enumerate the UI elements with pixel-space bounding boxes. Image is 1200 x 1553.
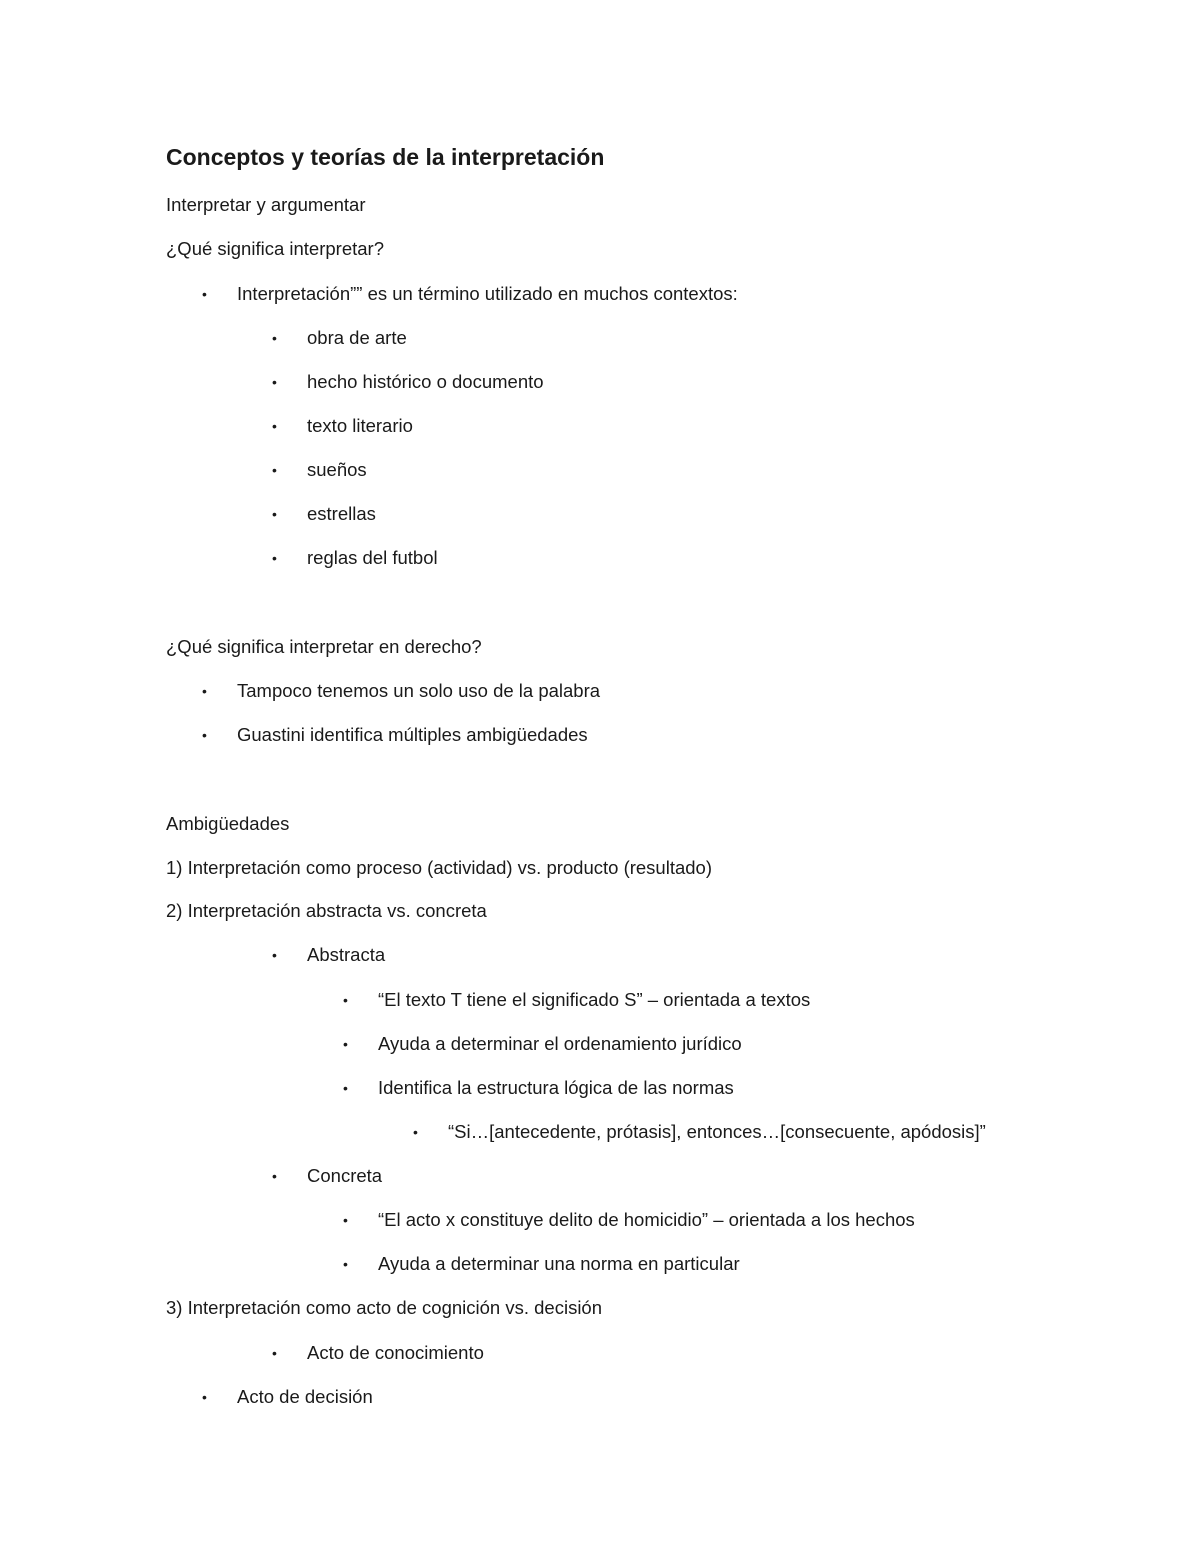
question-heading: ¿Qué significa interpretar? <box>166 238 384 259</box>
page-title: Conceptos y teorías de la interpretación <box>166 144 605 170</box>
bullet-icon: • <box>272 506 277 522</box>
list-item: Identifica la estructura lógica de las normas <box>378 1077 734 1098</box>
bullet-icon: • <box>343 1080 348 1096</box>
bullet-icon: • <box>343 992 348 1008</box>
bullet-icon: • <box>272 550 277 566</box>
bullet-icon: • <box>202 727 207 743</box>
bullet-icon: • <box>272 462 277 478</box>
list-item: Tampoco tenemos un solo uso de la palabra <box>237 680 601 701</box>
bullet-icon: • <box>272 1168 277 1184</box>
numbered-item: 2) Interpretación abstracta vs. concreta <box>166 900 487 921</box>
question-heading: ¿Qué significa interpretar en derecho? <box>166 636 482 657</box>
bullet-icon: • <box>272 1345 277 1361</box>
list-item: Acto de decisión <box>237 1386 373 1407</box>
section-heading: Ambigüedades <box>166 813 290 834</box>
list-item: “El acto x constituye delito de homicidio” – orientada a los hechos <box>378 1209 915 1230</box>
list-item: Ayuda a determinar una norma en particular <box>378 1253 740 1274</box>
list-item: Concreta <box>307 1165 383 1186</box>
bullet-icon: • <box>202 683 207 699</box>
bullet-icon: • <box>272 947 277 963</box>
bullet-icon: • <box>272 418 277 434</box>
numbered-item: 3) Interpretación como acto de cognición vs. decisión <box>166 1297 603 1318</box>
bullet-icon: • <box>413 1124 418 1140</box>
list-item: Interpretación”” es un término utilizado en muchos contextos: <box>237 283 738 304</box>
list-item: texto literario <box>307 415 413 436</box>
list-item: Acto de conocimiento <box>307 1342 484 1363</box>
list-item: “El texto T tiene el significado S” – orientada a textos <box>378 989 811 1010</box>
bullet-icon: • <box>343 1256 348 1272</box>
bullet-icon: • <box>272 330 277 346</box>
list-item: Abstracta <box>307 944 386 965</box>
list-item: reglas del futbol <box>307 547 438 568</box>
bullet-icon: • <box>272 374 277 390</box>
bullet-icon: • <box>343 1036 348 1052</box>
bullet-icon: • <box>202 286 207 302</box>
list-item: “Si…[antecedente, prótasis], entonces…[consecuente, apódosis]” <box>448 1121 986 1142</box>
list-item: Ayuda a determinar el ordenamiento jurídico <box>378 1033 742 1054</box>
bullet-icon: • <box>343 1212 348 1228</box>
list-item: sueños <box>307 459 367 480</box>
list-item: hecho histórico o documento <box>307 371 544 392</box>
numbered-item: 1) Interpretación como proceso (actividad) vs. producto (resultado) <box>166 857 713 878</box>
list-item: estrellas <box>307 503 376 524</box>
subtitle: Interpretar y argumentar <box>166 194 366 215</box>
list-item: obra de arte <box>307 327 407 348</box>
bullet-icon: • <box>202 1389 207 1405</box>
list-item: Guastini identifica múltiples ambigüedades <box>237 724 588 745</box>
